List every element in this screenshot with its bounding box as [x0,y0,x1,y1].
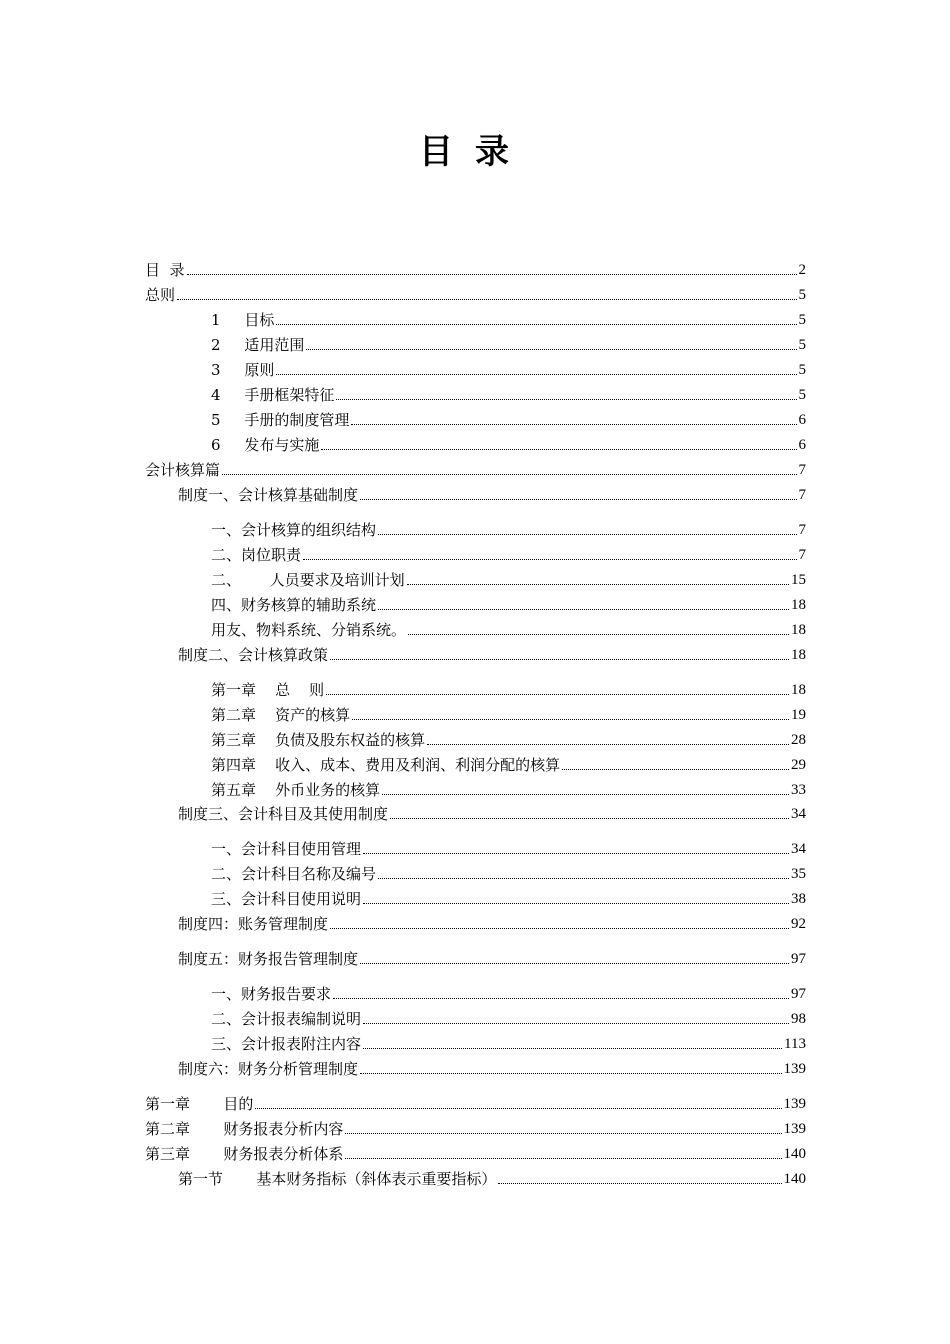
toc-entry-label: 制度三、会计科目及其使用制度 [178,805,389,823]
toc-entry-label: 二、岗位职责 [211,546,302,564]
toc-entry[interactable] [145,284,806,306]
toc-entry[interactable] [178,803,806,825]
leader-dots [306,348,796,350]
toc-entry[interactable] [211,983,806,1005]
toc-entry-label: 一、会计科目使用管理 [211,840,362,858]
toc-entry[interactable] [145,1093,806,1115]
toc-entry-label: 第五章 外币业务的核算 [211,781,381,799]
toc-entry-page: 28 [791,732,806,748]
toc-entry[interactable] [178,1058,806,1080]
leader-dots [498,1182,781,1184]
toc-entry-page: 7 [798,547,806,563]
toc-entry-page: 139 [783,1096,806,1112]
toc-entry-label: 4 手册框架特征 [211,386,335,404]
toc-entry-page: 18 [791,622,806,638]
toc-entry[interactable] [211,569,806,591]
toc-entry-label: 第三章 财务报表分析体系 [145,1145,344,1163]
toc-entry-label: 四、财务核算的辅助系统 [211,596,377,614]
toc-entry-label: 制度五：财务报告管理制度 [178,950,359,968]
toc-entry[interactable] [211,1033,806,1055]
toc-entry-page: 113 [784,1036,806,1052]
toc-entry-page: 18 [791,682,806,698]
toc-entry-page: 15 [791,572,806,588]
toc-entry[interactable] [211,309,806,331]
toc-entry-page: 5 [798,362,806,378]
toc-entry[interactable] [145,259,806,281]
toc-entry-label: 第三章 负债及股东权益的核算 [211,731,426,749]
toc-entry[interactable] [178,913,806,935]
toc-entry-label: 第四章 收入、成本、费用及利润、利润分配的核算 [211,756,561,774]
leader-dots [382,793,789,795]
toc-entry-label: 一、会计核算的组织结构 [211,521,377,539]
toc-entry-page: 7 [798,487,806,503]
toc-entry-label: 第一章 总 则 [211,681,325,699]
leader-dots [345,1132,781,1134]
toc-entry-page: 5 [798,287,806,303]
toc-entry-page: 139 [783,1061,806,1077]
toc-entry-page: 7 [798,462,806,478]
toc-entry-page: 5 [798,387,806,403]
toc-entry-page: 92 [791,916,806,932]
leader-dots [378,533,796,535]
toc-entry[interactable] [211,409,806,431]
toc-entry-label: 第一章 目的 [145,1095,254,1113]
leader-dots [363,1022,789,1024]
leader-dots [408,633,789,635]
toc-entry[interactable] [145,1143,806,1165]
leader-dots [378,877,789,879]
toc-entry-label: 三、会计报表附注内容 [211,1035,362,1053]
toc-entry-page: 34 [791,841,806,857]
toc-entry[interactable] [145,1118,806,1140]
toc-entry-label: 制度四：账务管理制度 [178,915,329,933]
leader-dots [276,373,796,375]
toc-entry-label: 2 适用范围 [211,336,305,354]
leader-dots [390,817,789,819]
leader-dots [333,997,789,999]
leader-dots [378,608,789,610]
toc-entry-page: 33 [791,782,806,798]
toc-entry[interactable] [211,704,806,726]
toc-entry[interactable] [211,519,806,541]
toc-entry-label: 二、会计科目名称及编号 [211,865,377,883]
leader-dots [326,693,789,695]
leader-dots [360,1072,781,1074]
toc-entry-page: 5 [798,312,806,328]
leader-dots [345,1157,781,1159]
toc-entry-page: 18 [791,647,806,663]
toc-entry-label: 用友、物料系统、分销系统。 [211,621,407,639]
leader-dots [363,902,789,904]
toc-entry-page: 140 [783,1171,806,1187]
page-title: 目录 [419,132,531,172]
leader-dots [336,398,796,400]
leader-dots [351,423,796,425]
leader-dots [321,448,796,450]
toc-entry-page: 19 [791,707,806,723]
toc-entry[interactable] [178,948,806,970]
toc-entry-label: 5 手册的制度管理 [211,411,350,429]
leader-dots [363,1047,782,1049]
toc-entry[interactable] [178,644,806,666]
leader-dots [177,298,796,300]
leader-dots [276,323,796,325]
toc-entry[interactable] [211,838,806,860]
toc-entry-page: 18 [791,597,806,613]
toc-entry[interactable] [178,1168,806,1190]
toc-entry-label: 1 目标 [211,311,275,329]
toc-entry-label: 6 发布与实施 [211,436,320,454]
toc-entry[interactable] [145,459,806,481]
toc-entry-label: 第一节 基本财务指标（斜体表示重要指标） [178,1170,497,1188]
toc-entry[interactable] [211,863,806,885]
leader-dots [255,1107,781,1109]
leader-dots [562,768,789,770]
leader-dots [330,927,789,929]
toc-entry[interactable] [211,434,806,456]
toc-entry[interactable] [211,779,806,801]
toc-entry[interactable] [211,754,806,776]
toc-entry[interactable] [211,679,806,701]
toc-entry-page: 139 [783,1121,806,1137]
leader-dots [352,718,789,720]
toc-entry-label: 会计核算篇 [145,461,221,479]
toc-entry-label: 目 录 [145,261,185,279]
toc-entry-page: 38 [791,891,806,907]
toc-entry[interactable] [211,594,806,616]
toc-entry[interactable] [211,384,806,406]
toc-entry-label: 制度一、会计核算基础制度 [178,486,359,504]
toc-entry-label: 总则 [145,286,176,304]
leader-dots [427,743,789,745]
leader-dots [407,583,789,585]
leader-dots [360,498,796,500]
leader-dots [222,473,796,475]
toc-entry-label: 二、 人员要求及培训计划 [211,571,405,589]
toc-entry-page: 140 [783,1146,806,1162]
toc-entry-label: 制度六：财务分析管理制度 [178,1060,359,1078]
toc-entry-label: 一、财务报告要求 [211,985,332,1003]
leader-dots [303,558,796,560]
toc-entry-page: 97 [791,951,806,967]
toc-entry-page: 7 [798,522,806,538]
toc-entry[interactable] [211,729,806,751]
toc-entry[interactable] [211,1008,806,1030]
toc-entry-page: 35 [791,866,806,882]
toc-entry-label: 制度二、会计核算政策 [178,646,329,664]
toc-entry-label: 二、会计报表编制说明 [211,1010,362,1028]
toc-entry-page: 29 [791,757,806,773]
toc-entry[interactable] [211,544,806,566]
toc-entry[interactable] [178,484,806,506]
leader-dots [360,962,789,964]
toc-entry-label: 三、会计科目使用说明 [211,890,362,908]
toc-entry[interactable] [211,619,806,641]
toc-entry-page: 34 [791,806,806,822]
toc-entry-page: 5 [798,337,806,353]
leader-dots [363,852,789,854]
toc-entry-label: 第二章 财务报表分析内容 [145,1120,344,1138]
toc-entry-label: 3 原则 [211,361,275,379]
toc-entry-page: 98 [791,1011,806,1027]
toc-entry[interactable] [211,359,806,381]
toc-entry-page: 6 [798,412,806,428]
toc-entry[interactable] [211,888,806,910]
toc-entry-page: 2 [798,262,806,278]
toc-entry[interactable] [211,334,806,356]
toc-entry-page: 97 [791,986,806,1002]
toc-entry-label: 第二章 资产的核算 [211,706,351,724]
toc-entry-page: 6 [798,437,806,453]
leader-dots [187,273,797,275]
leader-dots [330,658,789,660]
